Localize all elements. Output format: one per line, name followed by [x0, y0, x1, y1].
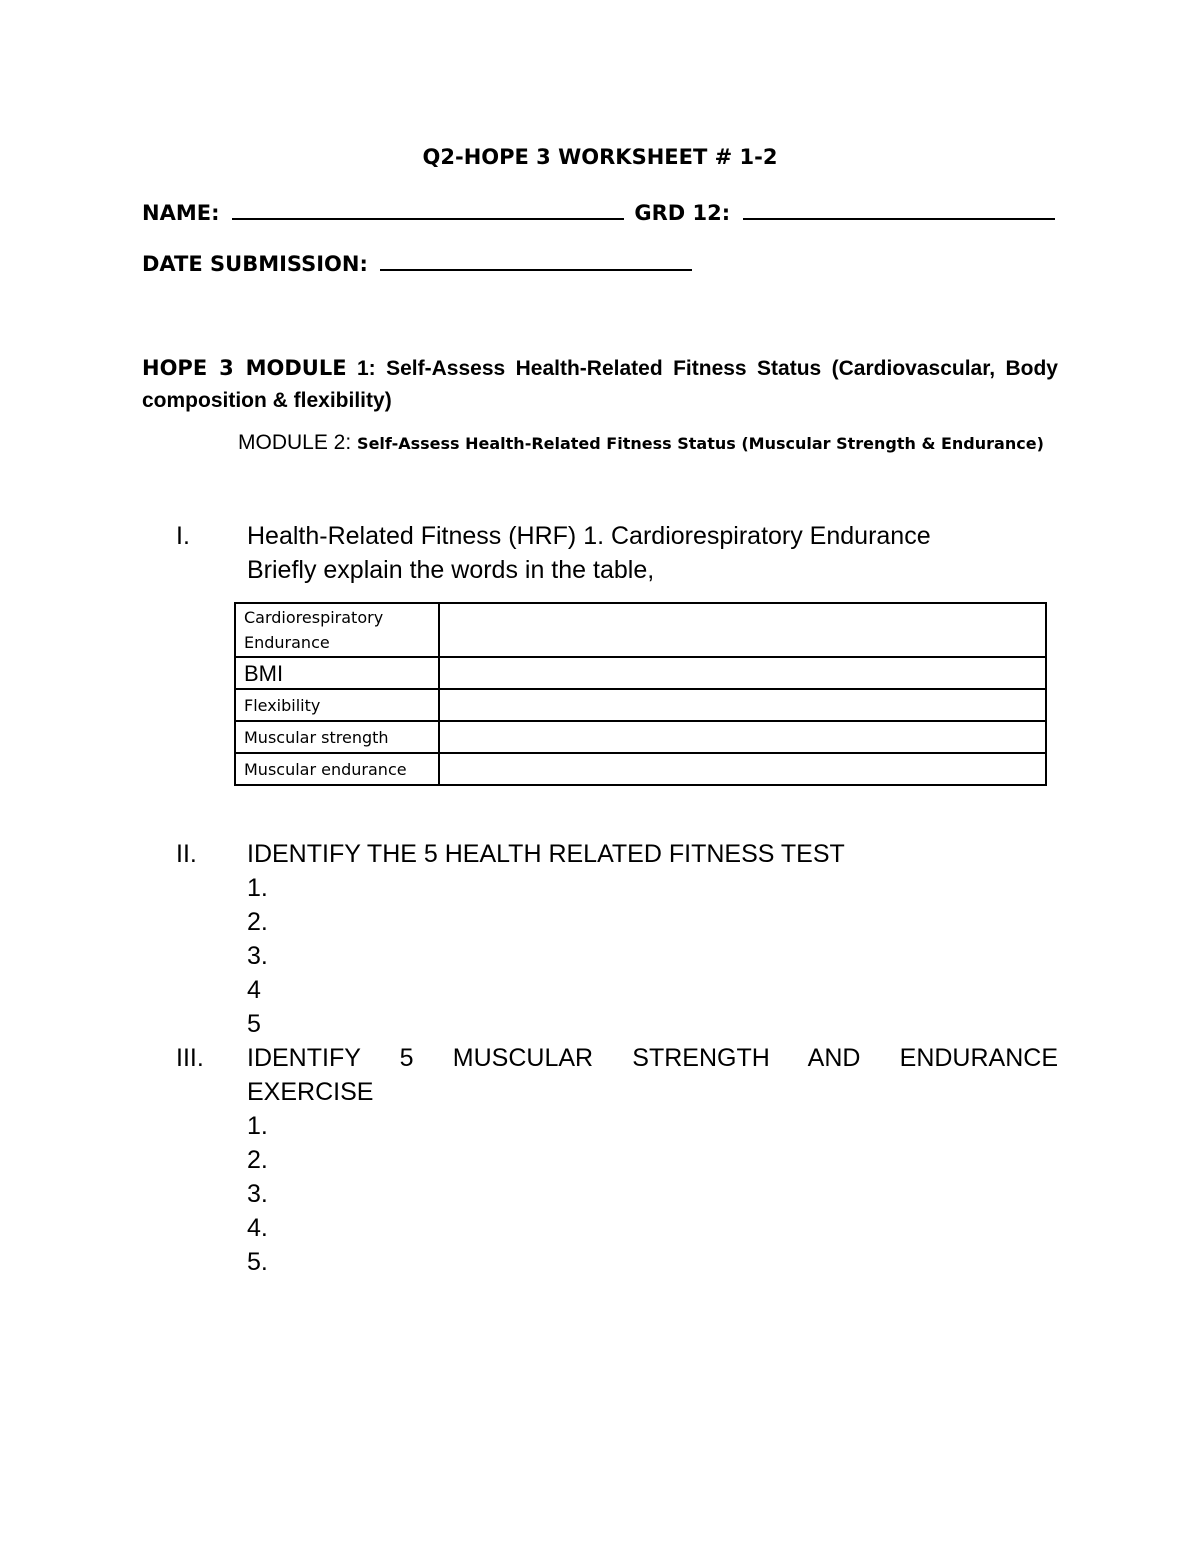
section3-heading: [0, 1041, 1200, 1075]
module2-description: [238, 431, 1044, 455]
name-blank[interactable]: [232, 198, 624, 220]
module1-number: 1:: [357, 357, 376, 380]
term-cell: Muscular endurance: [235, 753, 439, 785]
answer-cell[interactable]: [439, 721, 1046, 753]
answer-cell[interactable]: [439, 603, 1046, 657]
section2-heading: [0, 837, 1200, 871]
list-item: 5.: [247, 1248, 268, 1276]
date-label: DATE SUBMISSION:: [142, 252, 368, 276]
section3-title-line2: EXERCISE: [247, 1078, 374, 1106]
module1-text: Self-Assess Health-Related Fitness Status (Cardiovascular, Body composition & flexibility): [142, 357, 1058, 412]
module2-text: Self-Assess Health-Related Fitness Status (Muscular Strength & Endurance): [357, 434, 1044, 453]
section3-roman: III.: [176, 1044, 204, 1072]
table-row: [235, 721, 1046, 753]
term-cell: Muscular strength: [235, 721, 439, 753]
section1-instruction: Briefly explain the words in the table,: [247, 556, 655, 584]
answer-cell[interactable]: [439, 657, 1046, 689]
name-grade-row: [142, 198, 1055, 225]
date-row: [142, 249, 692, 276]
hrf-table: [234, 602, 1047, 786]
list-item: 3.: [247, 1180, 268, 1208]
table-row: [235, 657, 1046, 689]
list-item: 1.: [247, 874, 268, 902]
list-item: 3.: [247, 942, 268, 970]
term-cell: Flexibility: [235, 689, 439, 721]
section1-title: Health-Related Fitness (HRF) 1. Cardiorespiratory Endurance: [247, 522, 931, 550]
list-item: 2.: [247, 908, 268, 936]
table-row: [235, 689, 1046, 721]
table-row: [235, 603, 1046, 657]
list-item: 4: [247, 976, 261, 1004]
worksheet-title: Q2-HOPE 3 WORKSHEET # 1-2: [422, 145, 778, 169]
grade-blank[interactable]: [743, 198, 1055, 220]
answer-cell[interactable]: [439, 689, 1046, 721]
module1-description: [142, 352, 1058, 417]
list-item: 5: [247, 1010, 261, 1038]
section2-title: IDENTIFY THE 5 HEALTH RELATED FITNESS TEST: [247, 840, 845, 868]
section2-roman: II.: [176, 840, 197, 868]
module2-prefix: MODULE 2:: [238, 431, 352, 454]
section3-title: IDENTIFY 5 MUSCULAR STRENGTH AND ENDURANCE: [247, 1044, 1058, 1072]
list-item: 1.: [247, 1112, 268, 1140]
date-blank[interactable]: [380, 249, 692, 271]
list-item: 2.: [247, 1146, 268, 1174]
grade-label: GRD 12:: [634, 201, 731, 225]
section1-roman: I.: [176, 522, 190, 550]
module1-prefix: HOPE 3 MODULE: [142, 356, 347, 380]
term-cell: Cardiorespiratory Endurance: [235, 603, 439, 657]
section1-heading: [0, 519, 1200, 553]
list-item: 4.: [247, 1214, 268, 1242]
answer-cell[interactable]: [439, 753, 1046, 785]
name-label: NAME:: [142, 201, 220, 225]
table-row: [235, 753, 1046, 785]
term-cell: BMI: [235, 657, 439, 689]
